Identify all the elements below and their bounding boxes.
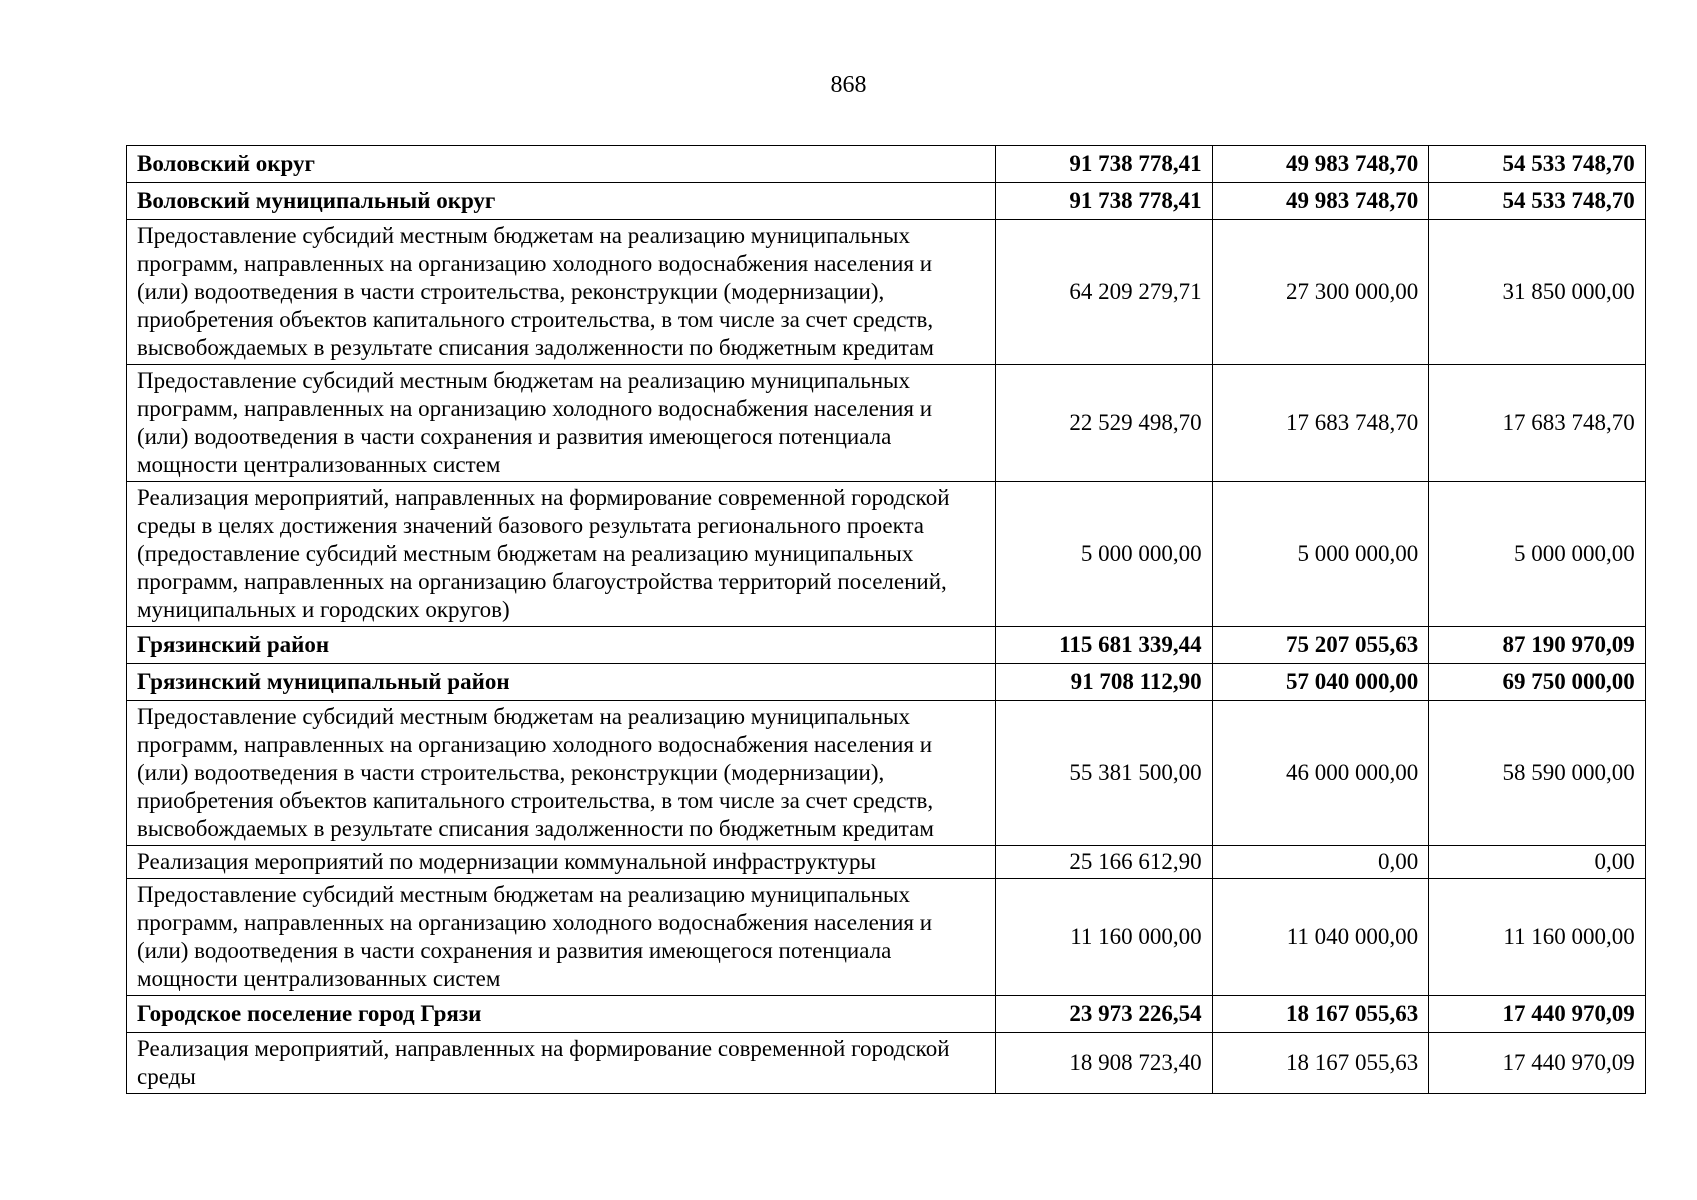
table-row xyxy=(127,1033,1646,1094)
row-name-cell: Предоставление субсидий местным бюджетам на реализацию муниципальных программ, направленных на организацию холодного водоснабжения населения и (или) водоотведения в части сохранения и развития имеющегося потенциала мощности централизованных систем xyxy=(127,879,996,996)
table-row-total xyxy=(127,996,1646,1033)
table-row xyxy=(127,846,1646,879)
row-name-cell: Реализация мероприятий, направленных на формирование современной городской среды в целях достижения значений базового результата регионального проекта (предоставление субсидий местным бюджетам на реализацию муниципальных программ, направленных на организацию благоустройства территорий поселений, муниципальных и городских округов) xyxy=(127,482,996,627)
table-row xyxy=(127,220,1646,365)
table-row xyxy=(127,879,1646,996)
row-name-cell: Реализация мероприятий, направленных на формирование современной городской среды xyxy=(127,1033,996,1094)
amount-cell-3: 0,00 xyxy=(1429,846,1646,879)
amount-cell-3: 31 850 000,00 xyxy=(1429,220,1646,365)
amount-cell-3: 69 750 000,00 xyxy=(1429,664,1646,701)
table-row-total xyxy=(127,627,1646,664)
amount-cell-2: 49 983 748,70 xyxy=(1212,183,1429,220)
table-row-total xyxy=(127,146,1646,183)
row-name-cell: Реализация мероприятий по модернизации коммунальной инфраструктуры xyxy=(127,846,996,879)
amount-cell-2: 11 040 000,00 xyxy=(1212,879,1429,996)
amount-cell-2: 18 167 055,63 xyxy=(1212,1033,1429,1094)
amount-cell-3: 17 440 970,09 xyxy=(1429,1033,1646,1094)
amount-cell-2: 18 167 055,63 xyxy=(1212,996,1429,1033)
budget-table-body xyxy=(127,146,1646,1094)
amount-cell-1: 91 738 778,41 xyxy=(996,146,1213,183)
amount-cell-3: 17 683 748,70 xyxy=(1429,365,1646,482)
row-name-cell: Предоставление субсидий местным бюджетам на реализацию муниципальных программ, направленных на организацию холодного водоснабжения населения и (или) водоотведения в части строительства, реконструкции (модернизации), приобретения объектов капитального строительства, в том числе за счет средств, высвобождаемых в результате списания задолженности по бюджетным кредитам xyxy=(127,220,996,365)
amount-cell-2: 27 300 000,00 xyxy=(1212,220,1429,365)
amount-cell-1: 91 708 112,90 xyxy=(996,664,1213,701)
amount-cell-2: 5 000 000,00 xyxy=(1212,482,1429,627)
amount-cell-1: 5 000 000,00 xyxy=(996,482,1213,627)
table-row xyxy=(127,365,1646,482)
amount-cell-3: 11 160 000,00 xyxy=(1429,879,1646,996)
amount-cell-1: 115 681 339,44 xyxy=(996,627,1213,664)
budget-table xyxy=(126,145,1646,1094)
amount-cell-3: 58 590 000,00 xyxy=(1429,701,1646,846)
row-name-cell: Предоставление субсидий местным бюджетам на реализацию муниципальных программ, направленных на организацию холодного водоснабжения населения и (или) водоотведения в части строительства, реконструкции (модернизации), приобретения объектов капитального строительства, в том числе за счет средств, высвобождаемых в результате списания задолженности по бюджетным кредитам xyxy=(127,701,996,846)
amount-cell-3: 87 190 970,09 xyxy=(1429,627,1646,664)
amount-cell-2: 46 000 000,00 xyxy=(1212,701,1429,846)
amount-cell-1: 22 529 498,70 xyxy=(996,365,1213,482)
table-row xyxy=(127,701,1646,846)
amount-cell-1: 23 973 226,54 xyxy=(996,996,1213,1033)
row-name-cell: Городское поселение город Грязи xyxy=(127,996,996,1033)
page-number: 868 xyxy=(830,72,867,98)
amount-cell-2: 17 683 748,70 xyxy=(1212,365,1429,482)
amount-cell-3: 54 533 748,70 xyxy=(1429,183,1646,220)
amount-cell-2: 49 983 748,70 xyxy=(1212,146,1429,183)
amount-cell-1: 18 908 723,40 xyxy=(996,1033,1213,1094)
amount-cell-2: 57 040 000,00 xyxy=(1212,664,1429,701)
row-name-cell: Воловский округ xyxy=(127,146,996,183)
row-name-cell: Предоставление субсидий местным бюджетам на реализацию муниципальных программ, направленных на организацию холодного водоснабжения населения и (или) водоотведения в части сохранения и развития имеющегося потенциала мощности централизованных систем xyxy=(127,365,996,482)
row-name-cell: Грязинский район xyxy=(127,627,996,664)
row-name-cell: Воловский муниципальный округ xyxy=(127,183,996,220)
amount-cell-1: 91 738 778,41 xyxy=(996,183,1213,220)
table-row-total xyxy=(127,664,1646,701)
amount-cell-1: 25 166 612,90 xyxy=(996,846,1213,879)
table-row-total xyxy=(127,183,1646,220)
amount-cell-1: 55 381 500,00 xyxy=(996,701,1213,846)
amount-cell-1: 11 160 000,00 xyxy=(996,879,1213,996)
amount-cell-2: 0,00 xyxy=(1212,846,1429,879)
table-row xyxy=(127,482,1646,627)
row-name-cell: Грязинский муниципальный район xyxy=(127,664,996,701)
amount-cell-3: 5 000 000,00 xyxy=(1429,482,1646,627)
amount-cell-3: 54 533 748,70 xyxy=(1429,146,1646,183)
amount-cell-3: 17 440 970,09 xyxy=(1429,996,1646,1033)
amount-cell-2: 75 207 055,63 xyxy=(1212,627,1429,664)
amount-cell-1: 64 209 279,71 xyxy=(996,220,1213,365)
